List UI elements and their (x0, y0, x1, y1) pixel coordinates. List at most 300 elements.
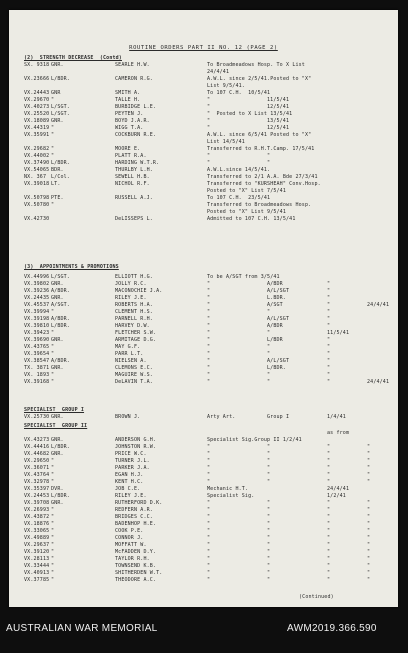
entry-row (9, 486, 398, 493)
entry-cell: MACONOCHIE J.A. (115, 288, 163, 294)
entry-cell: BRIDGES C.C. (115, 514, 153, 520)
entry-cell: L/SGT. (51, 111, 70, 117)
entry-cell: VX.26993 (24, 507, 50, 513)
entry-cell: VX.24453 (24, 493, 50, 499)
section-heading-strength-decrease: (2) STRENGTH DECREASE (Contd) (24, 55, 122, 61)
entry-cell: GNR. (51, 414, 64, 420)
entry-cell: L.BDR. (267, 295, 286, 301)
entry-cell: DeLAVIN T.A. (115, 379, 153, 385)
entry-cell: Specialist Sig. (207, 493, 255, 499)
entry-cell: HARVEY D.W. (115, 323, 150, 329)
entry-cell: " (367, 535, 371, 541)
entry-row (9, 535, 398, 542)
entry-cell: " (207, 556, 211, 562)
entry-cell: " (51, 528, 55, 534)
entry-row (9, 344, 398, 351)
entry-cell: " (51, 479, 55, 485)
entry-cell: " (51, 125, 55, 131)
entry-cell: COCKBURN R.E. (115, 132, 157, 138)
entry-cell: PLATT R.A. (115, 153, 147, 159)
entry-cell: VX.39810 (24, 323, 50, 329)
entry-row (9, 330, 398, 337)
entry-cell: " (207, 97, 211, 103)
entry-cell: " (327, 507, 331, 513)
entry-cell: " (327, 316, 331, 322)
entry-cell: " (267, 479, 271, 485)
entry-cell: L/BDR. (51, 493, 70, 499)
entry-cell: VX.29637 (24, 542, 50, 548)
entry-cell: VX.25520 (24, 111, 50, 117)
entry-cell: Group I (267, 414, 290, 420)
entry-cell: RILEY J.E. (115, 493, 147, 499)
entry-cell: " (51, 202, 55, 208)
entry-cell: " (327, 458, 331, 464)
entry-cell: " (207, 365, 211, 371)
entry-row (9, 528, 398, 535)
entry-row (9, 323, 398, 330)
entry-cell: " (267, 458, 271, 464)
entry-cell: WIGG T.A. (115, 125, 144, 131)
entry-cell: " (267, 451, 271, 457)
entry-cell: 24/4/41 (327, 486, 350, 492)
entry-cell: " (207, 125, 211, 131)
entry-cell: " (207, 153, 211, 159)
entry-cell: " (207, 372, 211, 378)
entry-cell: " (267, 528, 271, 534)
entry-cell: VX.37490 (24, 160, 50, 166)
entry-cell: VX.29650 (24, 458, 50, 464)
entry-cell: L/SGT. (51, 104, 70, 110)
entry-cell: " (327, 309, 331, 315)
entry-cell: NX. 367 (24, 174, 47, 180)
entry-cell: " (327, 472, 331, 478)
entry-cell: SHITHERDEN W.T. (115, 570, 163, 576)
entry-cell: L/BDR. (51, 323, 70, 329)
entry-row (9, 111, 398, 118)
entry-cell: " (207, 549, 211, 555)
entry-cell: PARKER J.A. (115, 465, 150, 471)
entry-cell: VX.24443 (24, 90, 50, 96)
entry-row (9, 139, 398, 146)
entry-cell: Transferred to Broadmeadows Hosp. (207, 202, 312, 208)
entry-cell: TAYLOR R.H. (115, 556, 150, 562)
entry-cell: PTE. (51, 195, 64, 201)
entry-cell: PEYTEN J. (115, 111, 144, 117)
entry-cell: " (51, 556, 55, 562)
entry-row (9, 451, 398, 458)
entry-row (9, 146, 398, 153)
entry-row (9, 295, 398, 302)
entry-cell: A/BDR (267, 281, 283, 287)
entry-cell: " (267, 563, 271, 569)
entry-cell: " (367, 556, 371, 562)
entry-cell: " (367, 451, 371, 457)
entry-cell: " (51, 309, 55, 315)
entry-row (9, 62, 398, 69)
entry-cell: BURBIDGE L.E. (115, 104, 157, 110)
entry-cell: DeLISSEPS L. (115, 216, 153, 222)
entry-cell: " (207, 535, 211, 541)
entry-cell: " (207, 309, 211, 315)
document-page (9, 10, 398, 607)
entry-cell: " (207, 344, 211, 350)
entry-cell: " (327, 514, 331, 520)
entry-cell: SX. 9318 (24, 62, 50, 68)
entry-cell: BDR. (51, 167, 64, 173)
entry-cell: TURNER J.L. (115, 458, 150, 464)
entry-cell: " (51, 542, 55, 548)
entry-cell: VX.32978 (24, 479, 50, 485)
entry-row (9, 216, 398, 223)
entry-cell: L/BDR. (51, 76, 70, 82)
entry-cell: VX.39708 (24, 500, 50, 506)
entry-cell: GNR. (51, 118, 64, 124)
entry-cell: NIELSEN A. (115, 358, 147, 364)
entry-row (9, 90, 398, 97)
entry-cell: " (51, 372, 55, 378)
page-title-line (9, 45, 398, 52)
entry-cell: VX.39994 (24, 309, 50, 315)
entry-cell: " (51, 153, 55, 159)
entry-cell: " (207, 358, 211, 364)
entry-row (9, 174, 398, 181)
entry-row (9, 563, 398, 570)
entry-cell: " (367, 577, 371, 583)
entry-cell: COOK P.E. (115, 528, 144, 534)
entry-cell: List 9/5/41. (207, 83, 245, 89)
entry-row (9, 514, 398, 521)
entry-cell: " (267, 379, 271, 385)
entry-cell: NICHOL R.F. (115, 181, 150, 187)
entry-row (9, 577, 398, 584)
entry-cell: " (267, 351, 271, 357)
entry-cell: VX.29682 (24, 146, 50, 152)
entry-cell: " (327, 577, 331, 583)
entry-cell: " (207, 295, 211, 301)
entry-cell: List 14/5/41 (207, 139, 245, 145)
entry-cell: L/SGT. (51, 274, 70, 280)
entry-row (9, 302, 398, 309)
entry-cell: JOLLY R.C. (115, 281, 147, 287)
entry-cell: " (267, 521, 271, 527)
entry-cell: " (267, 472, 271, 478)
entry-cell: L/BDR (267, 337, 283, 343)
entry-row (9, 167, 398, 174)
entry-cell: GNR. (51, 337, 64, 343)
entry-cell: VX.50798 (24, 195, 50, 201)
entry-cell: THEODORE A.C. (115, 577, 157, 583)
entry-cell: " (367, 507, 371, 513)
entry-cell: " Posted to X List 13/5/41 (207, 111, 293, 117)
entry-cell: " (327, 563, 331, 569)
entry-cell: " (207, 323, 211, 329)
entry-cell: GNR (51, 90, 61, 96)
archive-footer (0, 611, 408, 653)
entry-cell: MOORE E. (115, 146, 141, 152)
entry-cell: VX.43872 (24, 514, 50, 520)
entry-row (9, 379, 398, 386)
entry-cell: " (327, 521, 331, 527)
entry-cell: Posted to "X" List 7/5/41 (207, 188, 287, 194)
entry-row (9, 202, 398, 209)
entry-cell: A.W.L. since 2/5/41.Posted to "X" (207, 76, 312, 82)
entry-cell: VX.44996 (24, 274, 50, 280)
entry-cell: " (267, 577, 271, 583)
entry-cell: A/BDR. (51, 288, 70, 294)
entry-cell: PARNELL R.H. (115, 316, 153, 322)
entry-cell: To Broadmeadows Hosp. To X List (207, 62, 305, 68)
entry-cell: " (367, 570, 371, 576)
entry-row (9, 125, 398, 132)
continued-note: (Continued) (299, 594, 334, 600)
entry-cell: " (267, 500, 271, 506)
entry-row (9, 472, 398, 479)
entry-row (9, 76, 398, 83)
entry-cell: " (51, 146, 55, 152)
entry-row (9, 97, 398, 104)
entry-cell: " (367, 542, 371, 548)
entry-row (9, 195, 398, 202)
section-heading-specialist-group-2: SPECIALIST GROUP II (24, 423, 88, 429)
entry-cell: To 107 C.H. 10/5/41 (207, 90, 271, 96)
entry-cell: KENT H.C. (115, 479, 144, 485)
entry-cell: " (207, 337, 211, 343)
entry-cell: VX.45537 (24, 302, 50, 308)
entry-row (9, 444, 398, 451)
entry-row (9, 69, 398, 76)
entry-cell: " (267, 465, 271, 471)
entry-cell: A/SGT (267, 302, 283, 308)
entry-cell: VX.39120 (24, 549, 50, 555)
entry-cell: " (51, 458, 55, 464)
entry-cell: 13/5/41 (267, 118, 290, 124)
entry-row (9, 188, 398, 195)
entry-cell: " (327, 372, 331, 378)
entry-cell: VX.18089 (24, 118, 50, 124)
entry-cell: A/SGT. (51, 302, 70, 308)
entry-cell: CLEMONS E.C. (115, 365, 153, 371)
entry-cell: " (51, 472, 55, 478)
entry-cell: " (207, 577, 211, 583)
entry-cell: A/L/SGT (267, 288, 290, 294)
entry-cell: TOWNSEND K.B. (115, 563, 157, 569)
entry-cell: L/BDR. (51, 160, 70, 166)
entry-cell: To be A/SGT from 3/5/41 (207, 274, 280, 280)
entry-cell: SEWELL H.B. (115, 174, 150, 180)
entry-cell: PARR L.T. (115, 351, 144, 357)
entry-row (9, 337, 398, 344)
entry-row (9, 414, 398, 421)
entry-cell: " (327, 444, 331, 450)
entry-cell: A/BDR (267, 323, 283, 329)
entry-row (9, 437, 398, 444)
entry-cell: " (267, 160, 271, 166)
entry-cell: CLEMENT H.S. (115, 309, 153, 315)
entry-cell: VX.43764 (24, 472, 50, 478)
entry-cell: PRICE W.C. (115, 451, 147, 457)
entry-cell: 24/4/41 (367, 379, 390, 385)
entry-cell: " (207, 542, 211, 548)
entry-cell: " (267, 372, 271, 378)
entry-cell: " (327, 451, 331, 457)
entry-cell: " (51, 521, 55, 527)
entry-row (9, 556, 398, 563)
entry-cell: VX.35991 (24, 132, 50, 138)
entry-cell: VX.44002 (24, 153, 50, 159)
entry-cell: VX.39654 (24, 351, 50, 357)
entry-cell: VX.39236 (24, 288, 50, 294)
entry-row (9, 479, 398, 486)
entry-cell: VX.39168 (24, 379, 50, 385)
entry-cell: ELLIOTT H.G. (115, 274, 153, 280)
entry-cell: " (367, 444, 371, 450)
entry-cell: SMITH A. (115, 90, 141, 96)
entry-cell: VX.24435 (24, 295, 50, 301)
entry-row (9, 104, 398, 111)
entry-cell: L/BDR. (51, 444, 70, 450)
entry-cell: " (327, 379, 331, 385)
entry-cell: 1/2/41 (327, 493, 346, 499)
entry-cell: MOFFATT W. (115, 542, 147, 548)
entry-cell: GNR. (51, 62, 64, 68)
section-heading-appointments: (3) APPOINTMENTS & PROMOTIONS (24, 264, 119, 270)
entry-cell: " (207, 330, 211, 336)
entry-row (9, 118, 398, 125)
entry-cell: VX.50780 (24, 202, 50, 208)
entry-cell: " (267, 514, 271, 520)
entry-row (9, 500, 398, 507)
entry-cell: L/BDR. (267, 365, 286, 371)
entry-cell: VX.37785 (24, 577, 50, 583)
entry-cell: SEARLE H.W. (115, 62, 150, 68)
entry-cell: 11/5/41 (327, 330, 350, 336)
entry-cell: " (207, 472, 211, 478)
entry-cell: " (51, 549, 55, 555)
entry-cell: " (51, 507, 55, 513)
entry-cell: HARDING W.T.R. (115, 160, 160, 166)
entry-row (9, 281, 398, 288)
entry-cell: " (207, 500, 211, 506)
entry-cell: " (207, 160, 211, 166)
entry-row (9, 507, 398, 514)
section-heading-line (9, 423, 398, 430)
entry-cell: VX.43765 (24, 344, 50, 350)
entry-row (9, 465, 398, 472)
entry-cell: VX.23666 (24, 76, 50, 82)
entry-cell: VX.35397 (24, 486, 50, 492)
entry-cell: " (327, 365, 331, 371)
entry-cell: GNR. (51, 437, 64, 443)
entry-cell: " (267, 549, 271, 555)
entry-cell: " (267, 309, 271, 315)
entry-cell: " (207, 451, 211, 457)
entry-cell: " (51, 465, 55, 471)
entry-cell: " (327, 535, 331, 541)
entry-cell: " (207, 351, 211, 357)
entry-row (9, 288, 398, 295)
entry-cell: VX.28113 (24, 556, 50, 562)
entry-cell: THURLBY L.H. (115, 167, 153, 173)
entry-cell: " (51, 344, 55, 350)
entry-row (9, 521, 398, 528)
entry-cell: 1/4/41 (327, 414, 346, 420)
entry-cell: " (207, 528, 211, 534)
entry-cell: L/Col. (51, 174, 70, 180)
entry-cell: Transferred to R.H.T.Camp. 17/5/41 (207, 146, 315, 152)
entry-cell: LT. (51, 181, 61, 187)
entry-cell: RILEY J.E. (115, 295, 147, 301)
entry-cell: " (207, 104, 211, 110)
entry-cell: CAMERON R.G. (115, 76, 153, 82)
archive-reference: AWM2019.366.590 (287, 623, 377, 634)
entry-cell: VX.44416 (24, 444, 50, 450)
entry-cell: " (207, 458, 211, 464)
entry-cell: TX. 3871 (24, 365, 50, 371)
entry-cell: " (327, 288, 331, 294)
entry-cell: VX.36071 (24, 465, 50, 471)
continued-line (9, 594, 398, 601)
entry-cell: " (267, 570, 271, 576)
entry-cell: " (267, 556, 271, 562)
entry-cell: " (51, 330, 55, 336)
entry-cell: " (327, 500, 331, 506)
entry-cell: VX.42730 (24, 216, 50, 222)
entry-cell: " (327, 295, 331, 301)
entry-row (9, 83, 398, 90)
entry-cell: MAY G.F. (115, 344, 141, 350)
entry-cell: " (207, 288, 211, 294)
entry-cell: Transferred to 2/1 A.A. Bde 27/3/41 (207, 174, 318, 180)
entry-cell: " (327, 323, 331, 329)
entry-cell: " (207, 465, 211, 471)
entry-cell: VX.44682 (24, 451, 50, 457)
entry-cell: VX.29670 (24, 97, 50, 103)
entry-cell: VX.18876 (24, 521, 50, 527)
entry-row (9, 372, 398, 379)
entry-cell: " (267, 444, 271, 450)
entry-cell: " (327, 549, 331, 555)
entry-cell: VX.39018 (24, 181, 50, 187)
section-heading-line (9, 264, 398, 271)
entry-cell: A.W.L. since 6/5/41 Posted to "X" (207, 132, 312, 138)
entry-cell: " (207, 479, 211, 485)
entry-cell: " (51, 379, 55, 385)
entry-row (9, 430, 398, 437)
entry-cell: A/L/SGT (267, 316, 290, 322)
entry-cell: VX.40913 (24, 570, 50, 576)
entry-cell: VX.38547 (24, 358, 50, 364)
entry-cell: " (267, 542, 271, 548)
entry-cell: Specialist Sig.Group II 1/2/41 (207, 437, 302, 443)
entry-cell: " (327, 302, 331, 308)
entry-cell: " (327, 344, 331, 350)
entry-cell: Mechanic H.T. (207, 486, 249, 492)
entry-row (9, 493, 398, 500)
entry-cell: VX.33065 (24, 528, 50, 534)
entry-cell: FLETCHER S.W. (115, 330, 157, 336)
entry-cell: 24/4/41 (367, 302, 390, 308)
entry-cell: " (207, 570, 211, 576)
entry-cell: GNR. (51, 451, 64, 457)
archive-name: AUSTRALIAN WAR MEMORIAL (6, 623, 158, 634)
entry-cell: " (327, 337, 331, 343)
entry-cell: " (327, 358, 331, 364)
entry-row (9, 274, 398, 281)
section-heading-line (9, 55, 398, 62)
entry-cell: " (267, 507, 271, 513)
entry-cell: RUTHERFORD D.K. (115, 500, 163, 506)
entry-cell: GNR. (51, 500, 64, 506)
